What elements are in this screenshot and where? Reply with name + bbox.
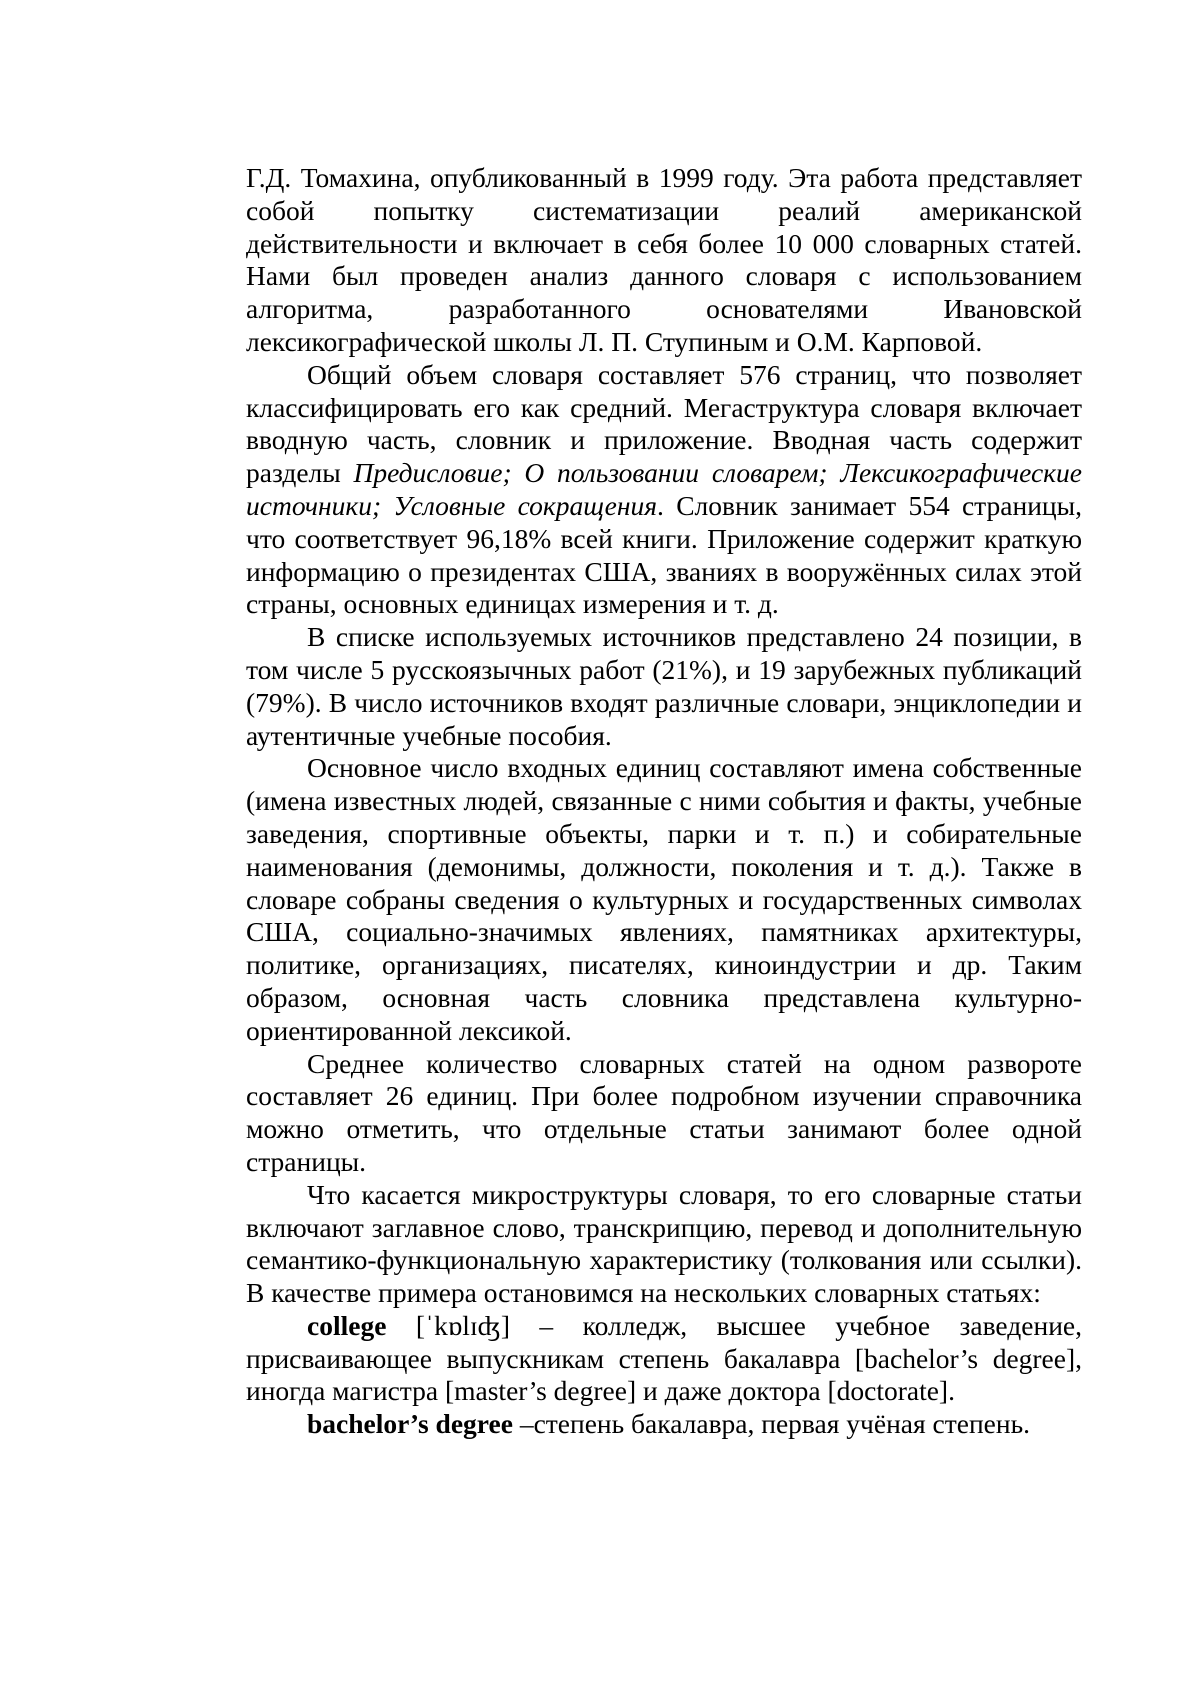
document-page xyxy=(246,162,1082,1441)
dictionary-entry-college xyxy=(246,1310,1082,1408)
entry-headword-college: college xyxy=(307,1309,387,1341)
paragraph-1: Г.Д. Томахина, опубликованный в 1999 году. Эта работа представляет собой попытку систематизации реалий американской действительности и включает в себя более 10 000 словарных статей. Нами был проведен анализ данного словаря с использованием алгоритма, разработанного основателями Ивановской лексикографической школы Л. П. Ступиным и О.М. Карповой. xyxy=(246,162,1082,357)
paragraph-6: Что касается микроструктуры словаря, то его словарные статьи включают заглавное слово, транскрипцию, перевод и дополнительную семантико-функциональную характеристику (толкования или ссылки). В качестве примера остановимся на нескольких словарных статьях: xyxy=(246,1178,1082,1309)
entry-headword-bachelors-degree: bachelor’s degree xyxy=(307,1408,513,1440)
paragraph-2 xyxy=(246,359,1082,621)
paragraph-5: Среднее количество словарных статей на одном развороте составляет 26 единиц. При более подробном изучении справочника можно отметить, что отдельные статьи занимают более одной страницы. xyxy=(246,1047,1082,1177)
paragraph-3: В списке используемых источников представлено 24 позиции, в том числе 5 русскоязычных работ (21%), и 19 зарубежных публикаций (79%). В число источников входят различные словари, энциклопедии и аутентичные учебные пособия. xyxy=(246,621,1082,751)
dictionary-entry-bachelors-degree xyxy=(246,1408,1082,1441)
paragraph-2-run-1: Общий объем словаря составляет 576 страниц, что позволяет классифицировать его как средний. Мегаструктура словаря включает вводную часть, словник и приложение. Вводная часть содержит разделы xyxy=(246,358,1082,489)
paragraph-2-run-3: . Словник занимает 554 страницы, что соответствует 96,18% всей книги. Приложение содержит краткую информацию о президентах США, званиях в вооружённых силах этой страны, основных единицах измерения и т. д. xyxy=(246,489,1082,620)
paragraph-4: Основное число входных единиц составляют имена собственные (имена известных людей, связанные с ними события и факты, учебные заведения, спортивные объекты, парки и т. п.) и собирательные наименования (демонимы, должности, поколения и т. д.). Также в словаре собраны сведения о культурных и государственных символах США, социально-значимых явлениях, памятниках архитектуры, политике, организациях, писателях, киноиндустрии и др. Таким образом, основная часть словника представлена культурно-ориентированной лексикой. xyxy=(246,752,1082,1046)
entry-body-college: [ˈkɒlɪʤ] – колледж, высшее учебное заведение, присваивающее выпускникам степень бакалавра [bachelor’s degree], иногда магистра [master’s degree] и даже доктора [doctorate]. xyxy=(246,1309,1082,1407)
entry-body-bachelors-degree: –степень бакалавра, первая учёная степень. xyxy=(512,1408,1030,1440)
paragraph-2-italic-sections: Предисловие; О пользовании словарем; Лексикографические источники; Условные сокращения xyxy=(246,457,1082,521)
